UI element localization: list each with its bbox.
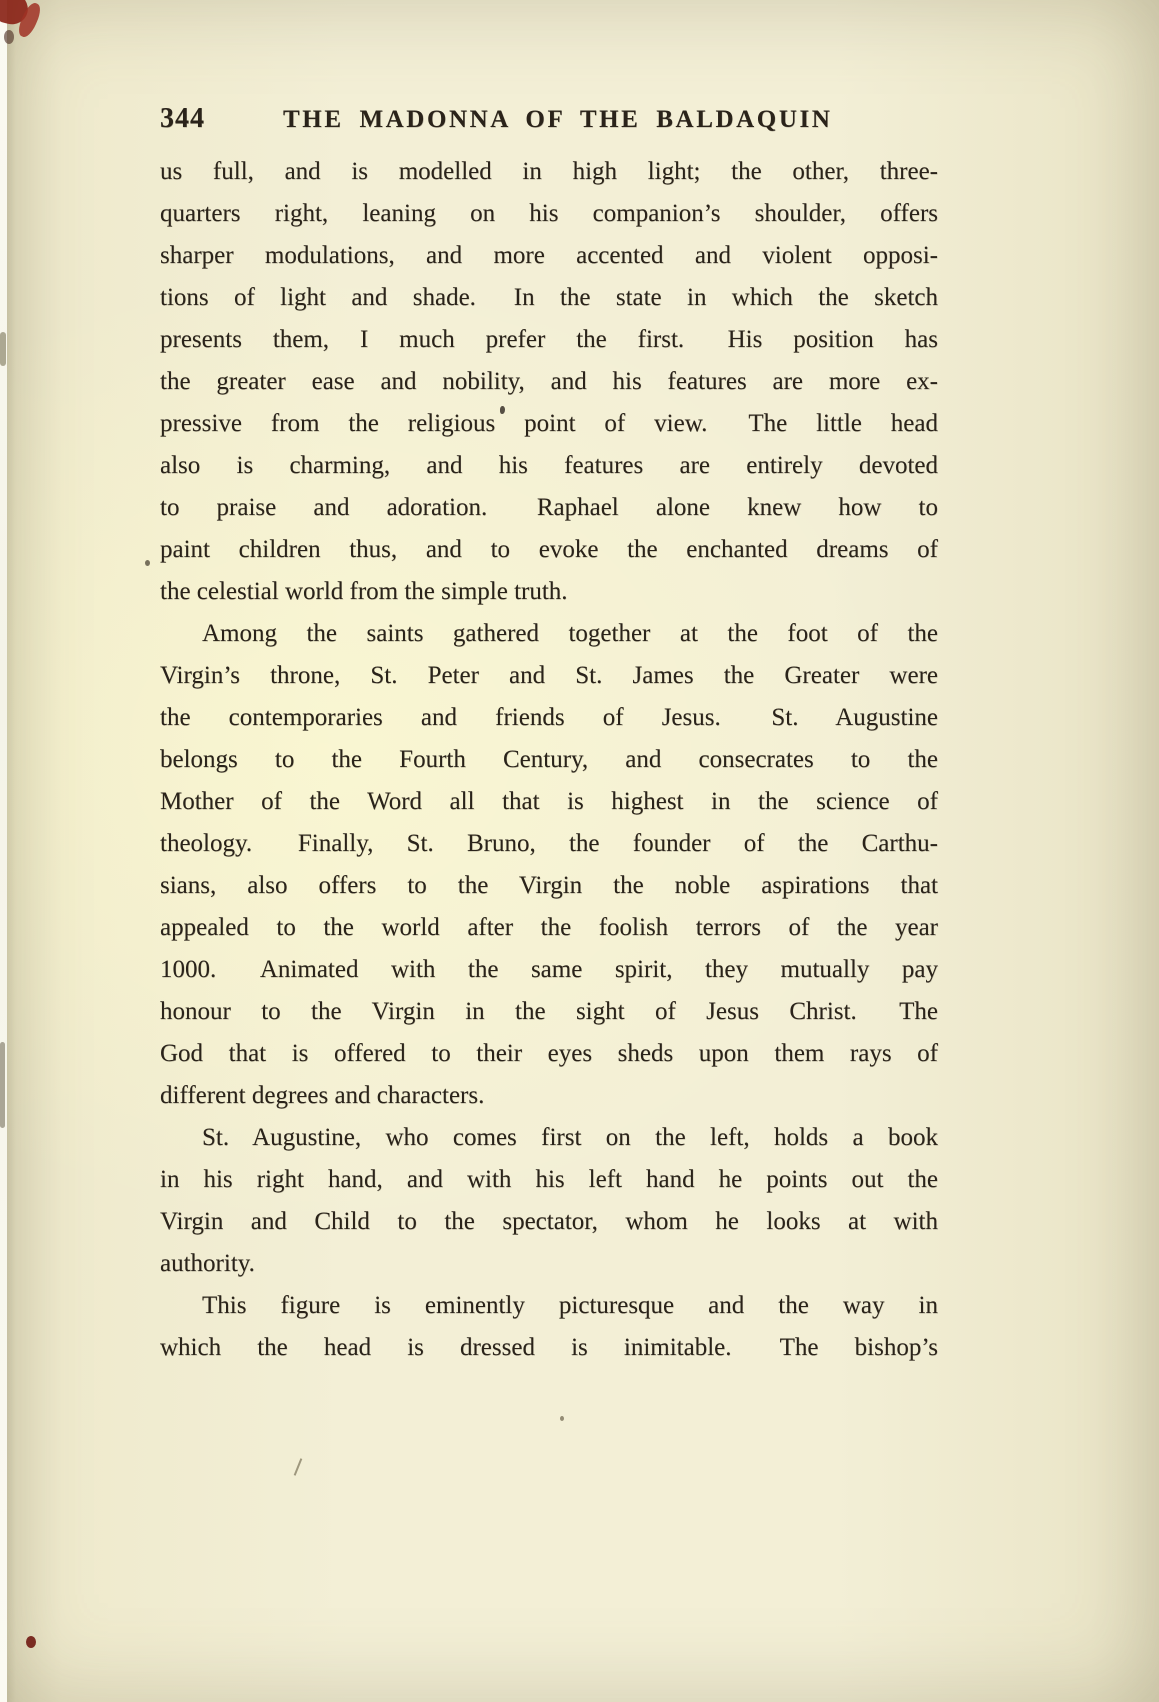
paragraph xyxy=(160,1285,938,1369)
text-line: quarters right, leaning on his companion’s shoulder, offers xyxy=(160,200,938,227)
page-body xyxy=(160,151,938,1369)
text-line: belongs to the Fourth Century, and consecrates to the xyxy=(160,746,938,773)
paragraph xyxy=(160,151,938,613)
running-header xyxy=(160,103,938,135)
text-line: appealed to the world after the foolish terrors of the year xyxy=(160,914,938,941)
text-line: us full, and is modelled in high light; the other, three- xyxy=(160,158,938,185)
text-line: different degrees and characters. xyxy=(160,1082,485,1109)
text-line: paint children thus, and to evoke the enchanted dreams of xyxy=(160,536,938,563)
text-line: the greater ease and nobility, and his features are more ex- xyxy=(160,368,938,395)
text-line: sians, also offers to the Virgin the noble aspirations that xyxy=(160,872,938,899)
text-line: presents them, I much prefer the first. His position has xyxy=(160,326,938,353)
text-line: to praise and adoration. Raphael alone knew how to xyxy=(160,494,938,521)
scan-artifact-red-dot xyxy=(26,1636,36,1648)
text-line: This figure is eminently picturesque and the way in xyxy=(202,1292,938,1319)
text-line: Among the saints gathered together at the foot of the xyxy=(202,620,938,647)
text-line: the contemporaries and friends of Jesus. St. Augustine xyxy=(160,704,938,731)
text-line: Virgin and Child to the spectator, whom he looks at with xyxy=(160,1208,938,1235)
text-line: sharper modulations, and more accented and violent opposi- xyxy=(160,242,938,269)
text-line: which the head is dressed is inimitable. The bishop’s xyxy=(160,1334,938,1361)
text-line: in his right hand, and with his left hand he points out the xyxy=(160,1166,938,1193)
scan-artifact-speck xyxy=(560,1416,564,1421)
scan-artifact-dark-mark xyxy=(4,30,14,44)
text-line: 1000. Animated with the same spirit, they mutually pay xyxy=(160,956,938,983)
text-line: Mother of the Word all that is highest in the science of xyxy=(160,788,938,815)
text-line: honour to the Virgin in the sight of Jesus Christ. The xyxy=(160,998,938,1025)
paragraph xyxy=(160,1117,938,1285)
text-line: God that is offered to their eyes sheds upon them rays of xyxy=(160,1040,938,1067)
text-line: the celestial world from the simple truth. xyxy=(160,578,568,605)
text-line: Virgin’s throne, St. Peter and St. James the Greater were xyxy=(160,662,938,689)
page-edge-strip xyxy=(0,0,7,1702)
scan-artifact-speck xyxy=(145,560,150,566)
page-number: 344 xyxy=(160,103,205,134)
text-line: authority. xyxy=(160,1250,255,1277)
text-line: pressive from the religious point of view. The little head xyxy=(160,410,938,437)
paragraph xyxy=(160,613,938,1117)
scan-artifact-edge-dash xyxy=(0,1042,5,1128)
scan-artifact-edge-dash xyxy=(0,332,6,366)
text-line: also is charming, and his features are entirely devoted xyxy=(160,452,938,479)
text-line: theology. Finally, St. Bruno, the founder of the Carthu- xyxy=(160,830,938,857)
text-line: tions of light and shade. In the state in which the sketch xyxy=(160,284,938,311)
scan-artifact-slash-mark xyxy=(294,1458,303,1475)
running-header-title: THE MADONNA OF THE BALDAQUIN xyxy=(283,106,833,133)
text-line: St. Augustine, who comes first on the left, holds a book xyxy=(202,1124,938,1151)
